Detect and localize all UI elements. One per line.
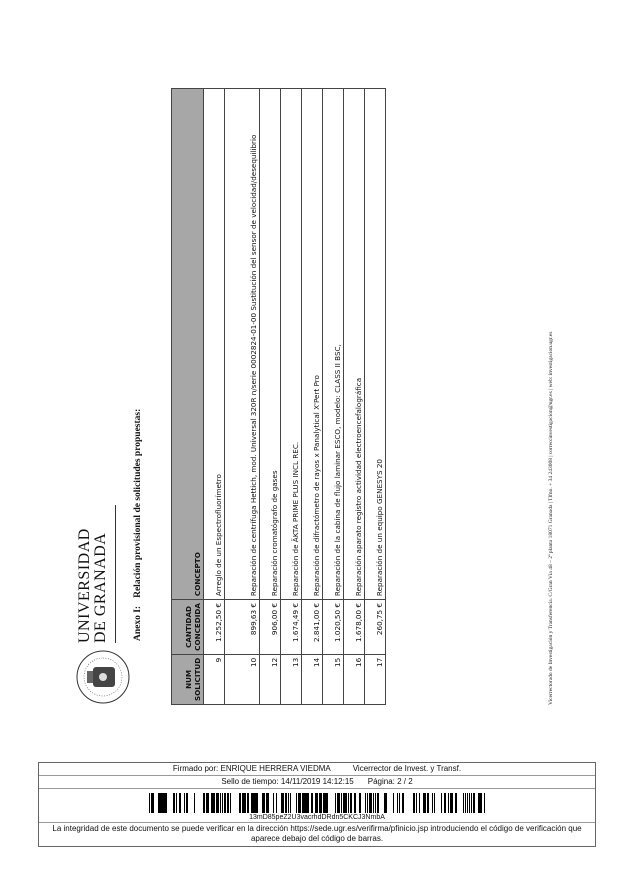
annex-title: Relación provisional de solicitudes propuestas: — [133, 408, 143, 598]
cell-num: 14 — [302, 654, 323, 704]
barcode-area — [39, 789, 595, 822]
timestamp: Sello de tiempo: 14/11/2019 14:12:15 — [221, 777, 354, 786]
rotated-page — [75, 80, 595, 705]
cell-amount: 1.674,49 € — [281, 600, 302, 655]
cell-amount: 1.252,50 € — [204, 600, 225, 655]
university-name — [77, 503, 109, 643]
cell-concept: Reparación de un equipo GENESYS 20 — [365, 89, 386, 600]
cell-num: 9 — [204, 654, 225, 704]
cell-concept: Arreglo de un Espectrofluorímetro — [204, 89, 225, 600]
barcode-icon — [147, 793, 487, 813]
cell-amount: 906,00 € — [260, 600, 281, 655]
verification-text: La integridad de este documento se puede verificar en la dirección https://sede.ugr.es/verifirma/pfinicio.jsp introduciendo el código de verificación que aparece debajo del código de barras. — [39, 822, 595, 846]
table-row — [323, 89, 344, 705]
header-num: NUM SOLICITUD — [172, 654, 204, 704]
cell-num: 15 — [323, 654, 344, 704]
cell-amount: 1.678,00 € — [344, 600, 365, 655]
header-concept: CONCEPTO — [172, 89, 204, 600]
cell-num: 17 — [365, 654, 386, 704]
table-header-row — [172, 89, 204, 705]
signer-row — [39, 763, 595, 776]
cell-num: 13 — [281, 654, 302, 704]
cell-amount: 1.020,50 € — [323, 600, 344, 655]
cell-amount: 2.841,00 € — [302, 600, 323, 655]
university-name-line1: UNIVERSIDAD — [76, 528, 93, 643]
signer-role: Vicerrector de Invest. y Transf. — [352, 764, 462, 773]
cell-num: 12 — [260, 654, 281, 704]
cell-num: 10 — [225, 654, 260, 704]
table-row — [225, 89, 260, 705]
university-name-line2: DE GRANADA — [92, 532, 109, 643]
cell-concept: Reparación de difractómetro de rayos x Panalytical X'Pert Pro — [302, 89, 323, 600]
requests-table — [171, 88, 386, 705]
footer-contact-note: Vicerrectorado de Investigación y Transferencia. C/Gran Vía 48 – 2ª planta 18071 Granada | Tlfno. + 34 243008 | correo:investigacion@ugr.es | web: investigacion.ugr.es — [548, 331, 554, 705]
cell-amount: 899,63 € — [225, 600, 260, 655]
cell-concept: Reparación de la cabina de flujo laminar ESCO, modelo: CLASS II BSC, — [323, 89, 344, 600]
annex-label: Anexo I: — [133, 605, 143, 641]
table-row — [204, 89, 225, 705]
signature-block — [38, 762, 596, 847]
timestamp-row — [39, 776, 595, 789]
cell-num: 16 — [344, 654, 365, 704]
verification-code: 13mD85peZ2U3vacrhdDRdn5CKCJ3NmbA — [249, 814, 385, 821]
university-rule — [115, 505, 116, 643]
university-seal-icon — [75, 649, 131, 705]
cell-concept: Reparación de ÄKTA PRIME PLUS INCL REC. — [281, 89, 302, 600]
header-amount: CANTIDAD CONCEDIDA — [172, 600, 204, 655]
table-row — [260, 89, 281, 705]
table-row — [281, 89, 302, 705]
signer-name: Firmado por: ENRIQUE HERRERA VIEDMA — [172, 764, 331, 773]
table-row — [344, 89, 365, 705]
cell-concept: Reparación cromatógrafo de gases — [260, 89, 281, 600]
table-row — [302, 89, 323, 705]
table-row — [365, 89, 386, 705]
cell-concept: Reparación de centrífuga Hettich, mod. Universal 320R n/serie 0002824-01-00 Sustitución del sensor de velocidad/desequilibrio — [225, 89, 260, 600]
cell-concept: Reparación aparato registro actividad electroencefalográfica — [344, 89, 365, 600]
annex-heading — [133, 409, 143, 641]
page-number: Página: 2 / 2 — [367, 777, 413, 786]
cell-amount: 260,75 € — [365, 600, 386, 655]
